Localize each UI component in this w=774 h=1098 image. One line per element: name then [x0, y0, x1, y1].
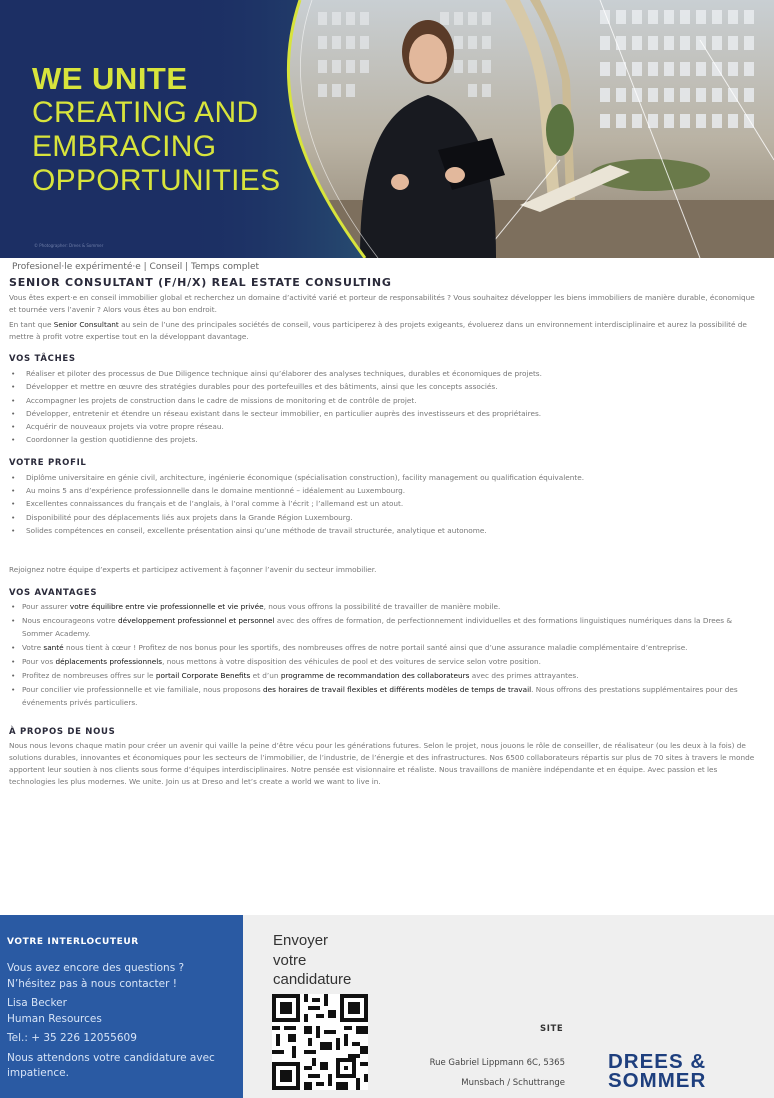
list-item: • Profitez de nombreuses offres sur le portail Corporate Benefits et d’un programme de recommandation des collaborateurs avec des primes attrayantes.: [9, 670, 757, 684]
contact-title: VOTRE INTERLOCUTEUR: [7, 937, 139, 947]
contact-question-1: Vous avez encore des questions ?: [7, 962, 185, 974]
contact-closing: Nous attendons votre candidature avec impatience.: [7, 1051, 215, 1079]
intro-paragraph-2: En tant que Senior Consultant au sein de l’une des principales sociétés de conseil, vous participerez à des projets exigeants, évoluerez dans un environnement interdisciplinaire et aurez la possibilité de mettre à profit votre expertise tout en la développant davantage.: [9, 320, 747, 341]
list-item: • Accompagner les projets de construction dans le cadre de missions de monitoring et de contrôle de projet.: [9, 394, 757, 407]
list-item: • Développer, entretenir et étendre un réseau existant dans le secteur immobilier, en particulier auprès des investisseurs et des propriétaires.: [9, 407, 757, 420]
list-item: • Excellentes connaissances du français et de l’anglais, à l’oral comme à l’écrit ; l’allemand est un atout.: [9, 497, 757, 510]
job-content: [9, 262, 757, 788]
list-item: • Acquérir de nouveaux projets via votre propre réseau.: [9, 420, 757, 433]
contact-department: Human Resources: [7, 1012, 102, 1025]
list-item: • Pour assurer votre équilibre entre vie professionnelle et vie privée, nous vous offrons la possibilité de travailler de manière mobile.: [9, 601, 757, 615]
intro-paragraph-1: Vous êtes expert·e en conseil immobilier global et recherchez un domaine d’activité varié et porteur de responsabilités ? Vous souhaitez développer les biens immobiliers de manière durable, économique et tournée vers l’avenir ? Alors vous êtes au bon endroit.: [9, 293, 755, 314]
list-item: • Pour vos déplacements professionnels, nous mettons à votre disposition des véhicules de pool et des voitures de service selon votre position.: [9, 656, 757, 670]
apply-qr-code[interactable]: [272, 994, 368, 1090]
about-text: Nous nous levons chaque matin pour créer un avenir qui vaille la peine d’être vécu pour les générations futures. Selon le projet, nous jouons le rôle de conseiller, de réalisateur (ou les deux à la fois) de solutions durables, innovantes et économiques pour les secteurs de l’immobilier, de l’industrie, de l’énergie et des infrastructures. Nos 6500 collaborateurs répartis sur plus de 70 sites à travers le monde apportent leur soutien à nos clients sous forme d’équipes interdisciplinaires. Notre pensée est visionnaire et réaliste. Nous travaillons de manière indépendante et en équipe. Avec passion et les technologies les plus modernes. We unite. Join us at Dreso and let’s create a world we want to live in.: [9, 740, 755, 786]
job-title: SENIOR CONSULTANT (F/H/X) REAL ESTATE CONSULTING: [9, 276, 392, 289]
site-label: SITE: [540, 1024, 564, 1034]
list-item: • Votre santé nous tient à cœur ! Profitez de nos bonus pour les sportifs, des nombreuses offres de notre portail santé ainsi que d’une assurance maladie complémentaire d’entreprise.: [9, 642, 757, 656]
contact-name: Lisa Becker: [7, 997, 67, 1009]
tasks-title: VOS TÂCHES: [9, 354, 76, 364]
contact-phone[interactable]: Tel.: + 35 226 12055609: [7, 1032, 137, 1044]
hero-line-4: OPPORTUNITIES: [32, 164, 281, 197]
list-item: • Réaliser et piloter des processus de Due Diligence technique ainsi qu’élaborer des analyses techniques, durables et économiques de projets.: [9, 367, 757, 380]
about-title: À PROPOS DE NOUS: [9, 726, 116, 737]
list-item: • Disponibilité pour des déplacements liés aux projets dans la Grande Région Luxembourg.: [9, 511, 757, 524]
advantages-title: VOS AVANTAGES: [9, 588, 98, 599]
apply-heading: Envoyer votre candidature: [273, 932, 352, 988]
profile-list: [9, 471, 757, 537]
job-meta: Profesionel·le expérimenté·e | Conseil | Temps complet: [12, 262, 260, 272]
join-text: Rejoignez notre équipe d’experts et participez activement à façonner l’avenir du secteur immobilier.: [9, 565, 377, 575]
hero-line-1: WE UNITE: [32, 61, 188, 96]
list-item: • Développer et mettre en œuvre des stratégies durables pour des portefeuilles et des bâtiments, ainsi que les concepts associés.: [9, 380, 757, 393]
tasks-list: [9, 367, 757, 447]
role-highlight: Senior Consultant: [53, 320, 119, 329]
site-address: [430, 1053, 565, 1093]
list-item: • Au moins 5 ans d’expérience professionnelle dans le domaine mentionné – idéalement au Luxembourg.: [9, 484, 757, 497]
hero-headline: [32, 62, 280, 198]
list-item: • Solides compétences en conseil, excellente présentation ainsi qu’une méthode de travail structurée, analytique et autonome.: [9, 524, 757, 537]
drees-sommer-logo: DREES & SOMMER: [608, 1050, 707, 1092]
contact-question-2: N’hésitez pas à nous contacter !: [7, 977, 177, 990]
list-item: • Pour concilier vie professionnelle et vie familiale, nous proposons des horaires de travail flexibles et différents modèles de temps de travail. Nous offrons des prestations supplémentaires pour des événements privés particuliers.: [9, 684, 757, 710]
hero-line-2: CREATING AND: [32, 96, 259, 129]
address-line-1: Rue Gabriel Lippmann 6C, 5365: [429, 1058, 565, 1068]
address-line-2: Munsbach / Schuttrange: [461, 1078, 565, 1088]
hero-banner: [0, 0, 774, 258]
advantages-list: [9, 601, 757, 711]
contact-panel: [0, 915, 243, 1098]
hero-line-3: EMBRACING: [32, 130, 217, 163]
list-item: • Coordonner la gestion quotidienne des projets.: [9, 433, 757, 446]
list-item: • Nous encourageons votre développement professionnel et personnel avec des offres de formation, de perfectionnement individuelles et des formations linguistiques numériques dans la Drees & Sommer Academy.: [9, 615, 757, 641]
hero-credit: © Photographer: Drees & Sommer: [34, 243, 104, 248]
list-item: • Diplôme universitaire en génie civil, architecture, ingénierie économique (spécialisation construction), facility management ou qualification équivalente.: [9, 471, 757, 484]
profile-title: VOTRE PROFIL: [9, 457, 87, 468]
